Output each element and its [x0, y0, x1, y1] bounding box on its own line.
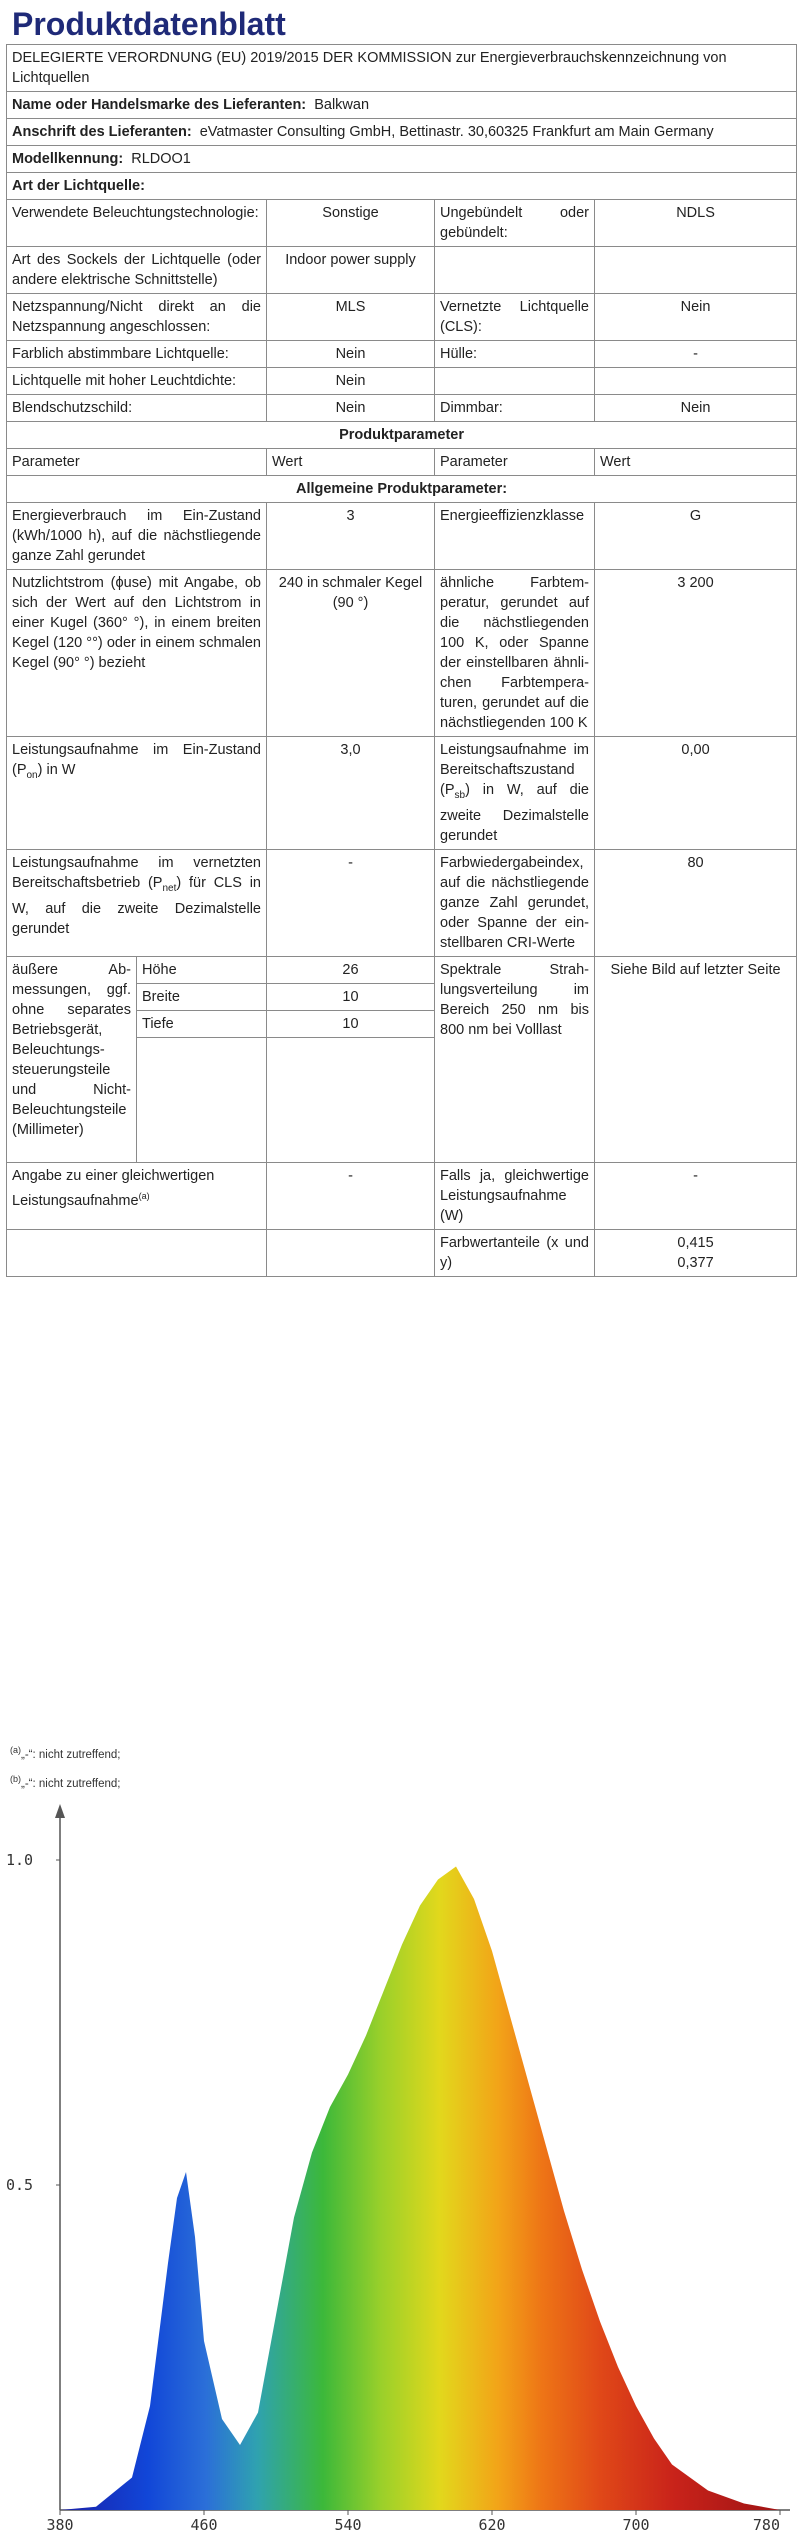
x-tick-label: 780 — [752, 2516, 780, 2531]
dim-empty — [137, 1037, 267, 1162]
light-row-value: Nein — [595, 395, 797, 422]
dim-value: 10 — [267, 983, 435, 1010]
light-row — [7, 200, 797, 247]
light-row — [7, 395, 797, 422]
column-header: Parameter — [7, 449, 267, 476]
param-value: 3 200 — [595, 570, 797, 737]
supplier-label: Name oder Handelsmarke des Lieferanten: — [12, 97, 307, 113]
y-tick-label: 0.5 — [6, 2176, 34, 2194]
param-label: Leistungsaufnahme im vernetzten Bereitschaftsbetrieb $(P_{net})$ für CLS in W, auf die zweite Dezimalstelle gerundet — [7, 849, 267, 956]
param-value: 0,00 — [595, 737, 797, 850]
light-row-label: Netzspannung/Nicht direkt an die Netzspannung angeschlossen: — [7, 294, 267, 341]
light-row-value: Nein — [267, 341, 435, 368]
param-label: Angabe zu einer gleichwertigen Leistungsaufnahme$^{(a)}$ — [7, 1162, 267, 1229]
model-row — [7, 146, 797, 173]
dim-name: Tiefe — [137, 1010, 267, 1037]
y-axis-arrow — [55, 1804, 65, 1818]
light-row-label: Ungebündelt oder gebündelt: — [435, 200, 595, 247]
product-params-heading: Produktparameter — [7, 422, 797, 449]
dim-name: Höhe — [137, 956, 267, 983]
param-label: Spektrale Strahlungsverteilung im Bereich 250 nm bis 800 nm bei Volllast — [435, 956, 595, 1162]
column-header: Wert — [595, 449, 797, 476]
footnote: $^{(a)}$„-“: nicht zutreffend; — [10, 1745, 121, 1761]
dims-label: äußere Abmessungen, ggf. ohne separates Betriebsgerät, Beleuchtungssteuerungsteile und Nicht-Beleuchtungsteile (Millimeter) — [7, 956, 137, 1162]
light-row-label — [435, 368, 595, 395]
regulation-row — [7, 45, 797, 92]
dim-empty — [267, 1037, 435, 1162]
light-row-label: Verwendete Beleuchtungstechnologie: — [7, 200, 267, 247]
light-row — [7, 294, 797, 341]
x-tick-label: 460 — [190, 2516, 218, 2531]
light-row-value: MLS — [267, 294, 435, 341]
param-label: Energieeffizienzklasse — [435, 503, 595, 570]
datasheet — [6, 4, 796, 1277]
x-tick-label: 380 — [46, 2516, 74, 2531]
regulation-text: DELEGIERTE VERORDNUNG (EU) 2019/2015 DER KOMMISSION zur Energieverbrauchskennzeichnung von Lichtquellen — [7, 45, 797, 92]
column-header: Parameter — [435, 449, 595, 476]
param-value: 80 — [595, 849, 797, 956]
param-label: Leistungsaufnahme im Bereitschaftszustand $(P_{sb})$ in W, auf die zweite Dezimalstelle gerundet — [435, 737, 595, 850]
supplier-value: Balkwan — [314, 97, 370, 113]
light-row-label: Vernetzte Lichtquelle (CLS): — [435, 294, 595, 341]
power-net-row — [7, 849, 797, 956]
dim-value: 10 — [267, 1010, 435, 1037]
spectrum-area — [60, 1867, 780, 2511]
light-row-value: Indoor power supply — [267, 247, 435, 294]
light-row — [7, 341, 797, 368]
supplier-row — [7, 92, 797, 119]
chroma-row — [7, 1229, 797, 1276]
flux-row — [7, 570, 797, 737]
x-tick-label: 700 — [622, 2516, 650, 2531]
dim-value: 26 — [267, 956, 435, 983]
light-row-value: Nein — [267, 368, 435, 395]
product-params-heading-row — [7, 422, 797, 449]
column-header: Wert — [267, 449, 435, 476]
spectrum-chart — [0, 1800, 800, 2531]
footnote: $^{(b)}$„-“: nicht zutreffend; — [10, 1773, 121, 1790]
param-label: Energieverbrauch im Ein-Zustand (kWh/1000 h), auf die nächstliegende ganze Zahl gerundet — [7, 503, 267, 570]
light-row — [7, 247, 797, 294]
model-label: Modellkennung: — [12, 151, 124, 167]
light-row-value — [595, 368, 797, 395]
light-row-label: Art des Sockels der Lichtquelle (oder andere elektrische Schnittstelle) — [7, 247, 267, 294]
address-label: Anschrift des Lieferanten: — [12, 124, 192, 140]
light-row-value: Nein — [267, 395, 435, 422]
light-row-label: Farblich abstimmbare Lichtquelle: — [7, 341, 267, 368]
dims-row — [7, 956, 797, 983]
light-row-value: Nein — [595, 294, 797, 341]
param-value: - — [595, 1162, 797, 1229]
general-heading-row — [7, 476, 797, 503]
address-row — [7, 119, 797, 146]
light-row-label: Blendschutzschild: — [7, 395, 267, 422]
light-row-value — [595, 247, 797, 294]
param-label: ähnliche Farbtemperatur, gerundet auf die nächstliegenden 100 K, oder Spanne der einstellbaren ähnlichen Farbtemperaturen, gerundet auf die nächstliegenden 100 K — [435, 570, 595, 737]
light-source-heading: Art der Lichtquelle: — [7, 173, 797, 200]
power-on-row — [7, 737, 797, 850]
light-row — [7, 368, 797, 395]
param-value: G — [595, 503, 797, 570]
light-row-value: Sonstige — [267, 200, 435, 247]
param-label: Farbwiedergabeindex, auf die nächstliegende ganze Zahl gerundet, oder Spanne der einstellbaren CRI-Werte — [435, 849, 595, 956]
param-value: 3,0 — [267, 737, 435, 850]
param-label: Nutzlichtstrom (ϕuse) mit Angabe, ob sich der Wert auf den Lichtstrom in einer Kugel (360° °), in einem breiten Kegel (120 °°) oder in einem schmalen Kegel (90° °) bezieht — [7, 570, 267, 737]
light-row-label: Dimmbar: — [435, 395, 595, 422]
spectrum-svg — [0, 1800, 800, 2531]
param-label: Falls ja, gleichwertige Leistungsaufnahme (W) — [435, 1162, 595, 1229]
dim-name: Breite — [137, 983, 267, 1010]
column-header-row — [7, 449, 797, 476]
param-label: Leistungsaufnahme im Ein-Zustand $(P_{on})$ in W — [7, 737, 267, 850]
energy-row — [7, 503, 797, 570]
address-value: eVatmaster Consulting GmbH, Bettinastr. 30,60325 Frankfurt am Main Germany — [199, 124, 714, 140]
param-label: Farbwertanteile (x und y) — [435, 1229, 595, 1276]
light-row-label: Lichtquelle mit hoher Leuchtdichte: — [7, 368, 267, 395]
light-row-value: NDLS — [595, 200, 797, 247]
param-value: 240 in schmaler Kegel (90 °) — [267, 570, 435, 737]
page-title: Produktdatenblatt — [12, 6, 286, 42]
footnotes — [10, 1738, 121, 1796]
model-value: RLDOO1 — [131, 151, 191, 167]
param-value: 3 — [267, 503, 435, 570]
light-row-label — [435, 247, 595, 294]
param-value: 0,415 0,377 — [595, 1229, 797, 1276]
x-tick-label: 540 — [334, 2516, 362, 2531]
light-row-value: - — [595, 341, 797, 368]
y-tick-label: 1.0 — [6, 1851, 34, 1869]
light-source-heading-row — [7, 173, 797, 200]
datasheet-table — [6, 44, 797, 1277]
param-value: - — [267, 1162, 435, 1229]
param-value: Siehe Bild auf letzter Seite — [595, 956, 797, 1162]
general-params-heading: Allgemeine Produktparameter: — [7, 476, 797, 503]
x-tick-label: 620 — [478, 2516, 506, 2531]
equiv-row — [7, 1162, 797, 1229]
param-value: - — [267, 849, 435, 956]
light-row-label: Hülle: — [435, 341, 595, 368]
